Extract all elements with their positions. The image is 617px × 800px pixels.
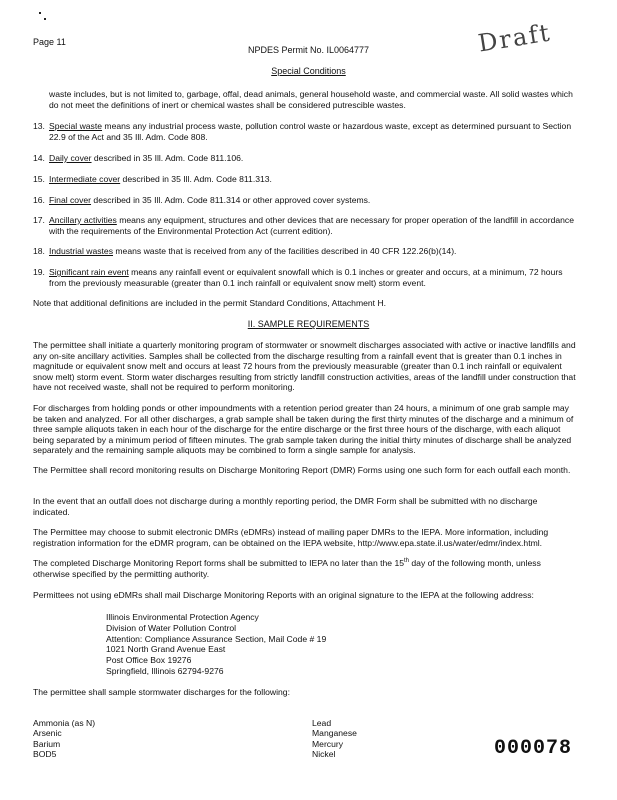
definition-item	[33, 153, 576, 164]
definition-number: 18.	[33, 246, 45, 256]
definition-term: Final cover	[49, 195, 92, 205]
address-line: Post Office Box 19276	[106, 655, 192, 666]
definition-item	[33, 246, 576, 257]
definition-number: 15.	[33, 174, 45, 184]
definition-number: 16.	[33, 195, 45, 205]
definition-term: Daily cover	[49, 153, 92, 163]
scan-speck	[39, 12, 41, 14]
definition-text: means waste that is received from any of the facilities described in 40 CFR 122.26(b)(14).	[113, 246, 457, 256]
deadline-text-start: The completed Discharge Monitoring Report forms shall be submitted to IEPA no later than the 15	[33, 558, 404, 568]
parameter-item: Lead	[312, 718, 332, 728]
section-title: Special Conditions	[271, 66, 346, 76]
paragraph-grab-sample: For discharges from holding ponds or other impoundments with a retention period greater than 24 hours, a minimum of one grab sample may be taken and analyzed. For all other discharges, a grab sample shall be taken during the first thirty minutes of the discharge and a minimum of three sample aliquots taken in each hour of the discharge for the entire discharge or the first three hours of the discharge, with each aliquot being separated by a minimum period of fifteen minutes. The grab sample taken during the initial thirty minutes of discharge shall be analyzed separately and the remaining sample aliquots may be combined to form a single sample for analysis.	[33, 403, 574, 456]
paragraph-monitoring-program: The permittee shall initiate a quarterly monitoring program of stormwater or snowmelt discharges associated with active or inactive landfills and any on-site ancillary activities. Samples shall be collected from the discharge resulting from a rainfall event that is greater than 0.1 inches in magnitude or equivalent snow melt and occurs at least 72 hours from the previously measurable (greater than 0.1 inch rainfall or equivalent snow melt) storm event. Storm water discharges resulting from strictly landfill construction activities, areas of the landfill under construction that have not received waste, shall not be required to perform monitoring.	[33, 340, 576, 393]
mailing-address	[106, 612, 326, 677]
parameter-list-right	[312, 718, 357, 760]
parameter-item: Barium	[33, 738, 61, 749]
definition-text: described in 35 Ill. Adm. Code 811.313.	[120, 174, 272, 184]
parameter-item: Manganese	[312, 728, 357, 739]
definitions-note: Note that additional definitions are included in the permit Standard Conditions, Attachment H.	[33, 298, 387, 308]
definition-term: Significant rain event	[49, 267, 129, 277]
definition-term: Ancillary activities	[49, 215, 117, 225]
parameter-item: Ammonia (as N)	[33, 718, 96, 728]
definition-text: means any rainfall event or equivalent snowfall which is 0.1 inches or greater and occurs, at a minimum, 72 hours from the previously measurable (greater than 0.1 inch rainfall or equivalent snow melt) storm event.	[49, 267, 563, 288]
parameter-item: BOD5	[33, 749, 57, 760]
scan-speck	[44, 18, 46, 20]
definition-term: Industrial wastes	[49, 246, 114, 256]
address-line: Illinois Environmental Protection Agency	[106, 612, 259, 622]
address-line: 1021 North Grand Avenue East	[106, 644, 226, 655]
paragraph-submission-deadline	[33, 558, 576, 579]
ordinal-suffix: th	[404, 558, 410, 565]
sample-intro: The permittee shall sample stormwater discharges for the following:	[33, 687, 290, 697]
definition-item	[33, 195, 576, 206]
draft-stamp: Draft	[476, 18, 554, 58]
definition-term: Special waste	[49, 121, 103, 131]
definition-item	[33, 121, 576, 142]
definition-item	[33, 215, 576, 236]
parameter-item: Arsenic	[33, 728, 62, 739]
address-line: Attention: Compliance Assurance Section, Mail Code # 19	[106, 633, 327, 644]
paragraph-edmr: The Permittee may choose to submit electronic DMRs (eDMRs) instead of mailing paper DMRs to the IEPA. More information, including registration information for the eDMR program, can be obtained on the IEPA website, http://www.epa.state.il.us/water/edmr/index.html.	[33, 527, 549, 548]
intro-continuation: waste includes, but is not limited to, garbage, offal, dead animals, general household waste, and commercial waste. All solid wastes which do not meet the definitions of inert or chemical wastes shall be considered putrescible wastes.	[49, 89, 573, 110]
section-heading: II. SAMPLE REQUIREMENTS	[247, 319, 370, 329]
parameter-item: Nickel	[312, 749, 336, 760]
definition-item	[33, 174, 576, 185]
paragraph-mailing: Permittees not using eDMRs shall mail Discharge Monitoring Reports with an original signature to the IEPA at the following address:	[33, 590, 534, 600]
paragraph-dmr-forms: The Permittee shall record monitoring results on Discharge Monitoring Report (DMR) Forms using one such form for each outfall each month.	[33, 465, 571, 475]
address-line: Division of Water Pollution Control	[106, 622, 237, 633]
definition-text: described in 35 Ill. Adm. Code 811.106.	[91, 153, 244, 163]
parameter-item: Mercury	[312, 738, 344, 749]
definition-number: 19.	[33, 267, 45, 277]
definition-number: 17.	[33, 215, 45, 225]
address-line: Springfield, Illinois 62794-9276	[106, 665, 224, 676]
parameter-list-left	[33, 718, 95, 760]
bates-number: 000078	[494, 737, 573, 760]
deadline-text-end: day of the following month, unless otherwise specified by the permitting authority.	[33, 558, 541, 579]
permit-number: NPDES Permit No. IL0064777	[247, 45, 370, 55]
definition-number: 13.	[33, 121, 45, 131]
definition-term: Intermediate cover	[49, 174, 121, 184]
definition-number: 14.	[33, 153, 45, 163]
definition-item	[33, 267, 576, 288]
definition-text: means any equipment, structures and other devices that are necessary for proper operation of the landfill in accordance with the requirements of the Environmental Protection Act (current edition).	[49, 215, 574, 236]
definition-text: described in 35 Ill. Adm. Code 811.314 or other approved cover systems.	[91, 195, 371, 205]
paragraph-no-discharge: In the event that an outfall does not discharge during a monthly reporting period, the DMR Form shall be submitted with no discharge indicated.	[33, 496, 538, 517]
definition-text: means any industrial process waste, pollution control waste or hazardous waste, except as determined pursuant to Section 22.9 of the Act and 35 Ill. Adm. Code 808.	[49, 121, 572, 142]
page-number: Page 11	[33, 37, 66, 47]
